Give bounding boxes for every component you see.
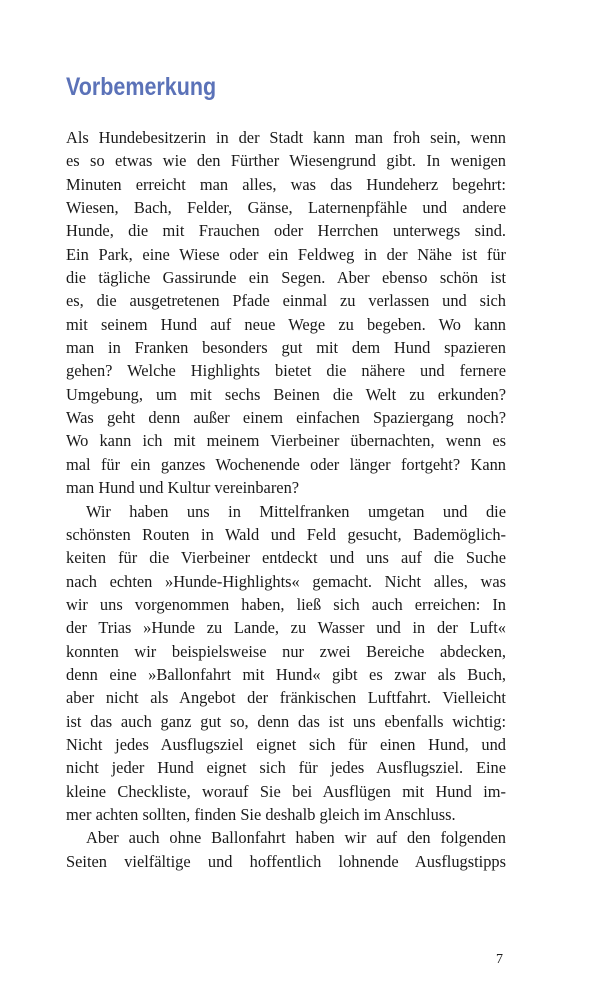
text-line: es so etwas wie den Fürther Wiesengrund gibt. In wenigen <box>66 151 506 171</box>
text-line: keiten für die Vierbeiner entdeckt und uns auf die Suche <box>66 548 506 568</box>
text-line: der Trias »Hunde zu Lande, zu Wasser und in der Luft« <box>66 618 506 638</box>
text-line: Minuten erreicht man alles, was das Hundeherz begehrt: <box>66 174 506 194</box>
text-line: Aber auch ohne Ballonfahrt haben wir auf den folgenden <box>86 828 506 848</box>
text-line: nicht jeder Hund eignet sich für jedes Ausflugsziel. Eine <box>66 758 506 778</box>
paragraph-1 <box>66 126 506 500</box>
text-line: Ein Park, eine Wiese oder ein Feldweg in der Nähe ist für <box>66 244 506 264</box>
text-line: man Hund und Kultur vereinbaren? <box>66 478 300 498</box>
text-line: schönsten Routen in Wald und Feld gesucht, Bademöglich- <box>66 524 506 544</box>
text-line: Hunde, die mit Frauchen oder Herrchen unterwegs sind. <box>66 221 506 241</box>
paragraph-3 <box>66 826 506 873</box>
text-line: mit seinem Hund auf neue Wege zu begeben. Wo kann <box>66 314 506 334</box>
text-line: denn eine »Ballonfahrt mit Hund« gibt es zwar als Buch, <box>66 664 506 684</box>
paragraph-2 <box>66 500 506 827</box>
text-line: kleine Checkliste, worauf Sie bei Ausflügen mit Hund im- <box>66 781 506 801</box>
text-line: gehen? Welche Highlights bietet die nähere und fernere <box>66 361 506 381</box>
text-line: Wo kann ich mit meinem Vierbeiner übernachten, wenn es <box>66 431 506 451</box>
text-line: Seiten vielfältige und hoffentlich lohnende Ausflugstipps <box>66 851 506 871</box>
page-number: 7 <box>496 952 503 967</box>
body-text <box>66 126 506 873</box>
text-line: ist das auch ganz gut so, denn das ist uns ebenfalls wichtig: <box>66 711 506 731</box>
text-line: nach echten »Hunde-Highlights« gemacht. Nicht alles, was <box>66 571 506 591</box>
text-line: mer achten sollten, finden Sie deshalb gleich im Anschluss. <box>66 804 456 824</box>
text-line: Was geht denn außer einem einfachen Spaziergang noch? <box>66 408 506 428</box>
text-line: die tägliche Gassirunde ein Segen. Aber ebenso schön ist <box>66 268 506 288</box>
text-line: Als Hundebesitzerin in der Stadt kann man froh sein, wenn <box>66 128 506 147</box>
text-line: Wir haben uns in Mittelfranken umgetan und die <box>86 501 506 521</box>
text-line: Nicht jedes Ausflugsziel eignet sich für einen Hund, und <box>66 734 506 754</box>
text-line: es, die ausgetretenen Pfade einmal zu verlassen und sich <box>66 291 506 311</box>
text-line: konnten wir beispielsweise nur zwei Bereiche abdecken, <box>66 641 506 661</box>
text-line: wir uns vorgenommen haben, ließ sich auch erreichen: In <box>66 594 506 614</box>
text-line: Wiesen, Bach, Felder, Gänse, Laternenpfähle und andere <box>66 198 506 218</box>
text-line: mal für ein ganzes Wochenende oder länger fortgeht? Kann <box>66 454 506 474</box>
text-line: man in Franken besonders gut mit dem Hund spazieren <box>66 338 506 358</box>
text-line: Umgebung, um mit sechs Beinen die Welt zu erkunden? <box>66 384 506 404</box>
section-heading: Vorbemerkung <box>66 73 217 101</box>
page-content <box>66 70 506 873</box>
text-line: aber nicht als Angebot der fränkischen Luftfahrt. Vielleicht <box>66 688 506 708</box>
